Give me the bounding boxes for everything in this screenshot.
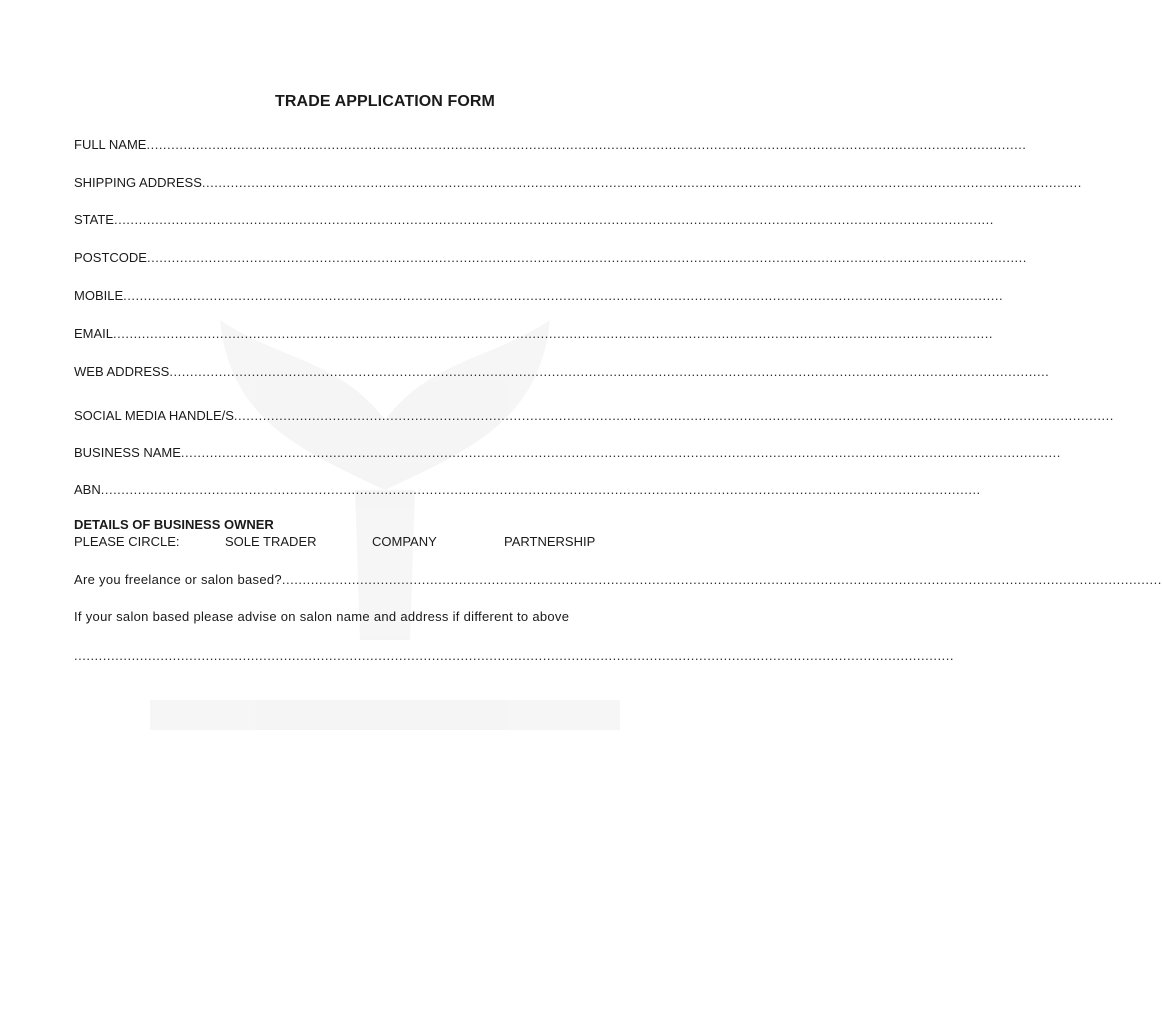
social-media-field[interactable]: [74, 408, 1114, 424]
freelance-question-field[interactable]: [74, 572, 1162, 588]
salon-instruction: If your salon based please advise on salon name and address if different to above: [74, 609, 570, 624]
please-circle-label: PLEASE CIRCLE:: [74, 534, 180, 549]
full-name-field[interactable]: [74, 137, 1027, 153]
option-partnership[interactable]: PARTNERSHIP: [504, 534, 596, 549]
email-label: EMAIL: [74, 326, 114, 341]
mobile-field[interactable]: [74, 288, 1004, 304]
web-address-field[interactable]: [74, 364, 1050, 380]
full-name-line[interactable]: ......................................................................................................................................................................................................................: [146, 137, 1027, 152]
social-media-label: SOCIAL MEDIA HANDLE/S: [74, 408, 234, 423]
email-field[interactable]: [74, 326, 993, 342]
state-line[interactable]: ......................................................................................................................................................................................................................: [113, 212, 994, 227]
email-line[interactable]: ......................................................................................................................................................................................................................: [113, 326, 993, 341]
shipping-address-line[interactable]: ......................................................................................................................................................................................................................: [201, 175, 1082, 190]
mobile-label: MOBILE: [74, 288, 124, 303]
web-address-line[interactable]: ......................................................................................................................................................................................................................: [169, 364, 1050, 379]
mobile-line[interactable]: ......................................................................................................................................................................................................................: [123, 288, 1004, 303]
salon-details-field[interactable]: [74, 648, 954, 664]
business-name-line[interactable]: ......................................................................................................................................................................................................................: [180, 445, 1061, 460]
abn-label: ABN: [74, 482, 101, 497]
freelance-question-line[interactable]: ......................................................................................................................................................................................................................: [281, 572, 1162, 587]
abn-line[interactable]: ......................................................................................................................................................................................................................: [100, 482, 981, 497]
option-company[interactable]: COMPANY: [372, 534, 437, 549]
web-address-label: WEB ADDRESS: [74, 364, 170, 379]
business-owner-heading: DETAILS OF BUSINESS OWNER: [74, 517, 274, 532]
social-media-line[interactable]: ......................................................................................................................................................................................................................: [233, 408, 1114, 423]
state-label: STATE: [74, 212, 114, 227]
freelance-question-label: Are you freelance or salon based?: [74, 572, 282, 587]
business-name-label: BUSINESS NAME: [74, 445, 181, 460]
business-name-field[interactable]: [74, 445, 1061, 461]
full-name-label: FULL NAME: [74, 137, 147, 152]
form-title: TRADE APPLICATION FORM: [275, 93, 495, 110]
abn-field[interactable]: [74, 482, 981, 498]
salon-details-line[interactable]: ......................................................................................................................................................................................................................: [74, 648, 954, 663]
option-sole-trader[interactable]: SOLE TRADER: [225, 534, 317, 549]
shipping-address-field[interactable]: [74, 175, 1082, 191]
postcode-field[interactable]: [74, 250, 1027, 266]
postcode-label: POSTCODE: [74, 250, 147, 265]
postcode-line[interactable]: ......................................................................................................................................................................................................................: [146, 250, 1027, 265]
business-type-options: [74, 534, 684, 550]
shipping-address-label: SHIPPING ADDRESS: [74, 175, 202, 190]
state-field[interactable]: [74, 212, 994, 228]
